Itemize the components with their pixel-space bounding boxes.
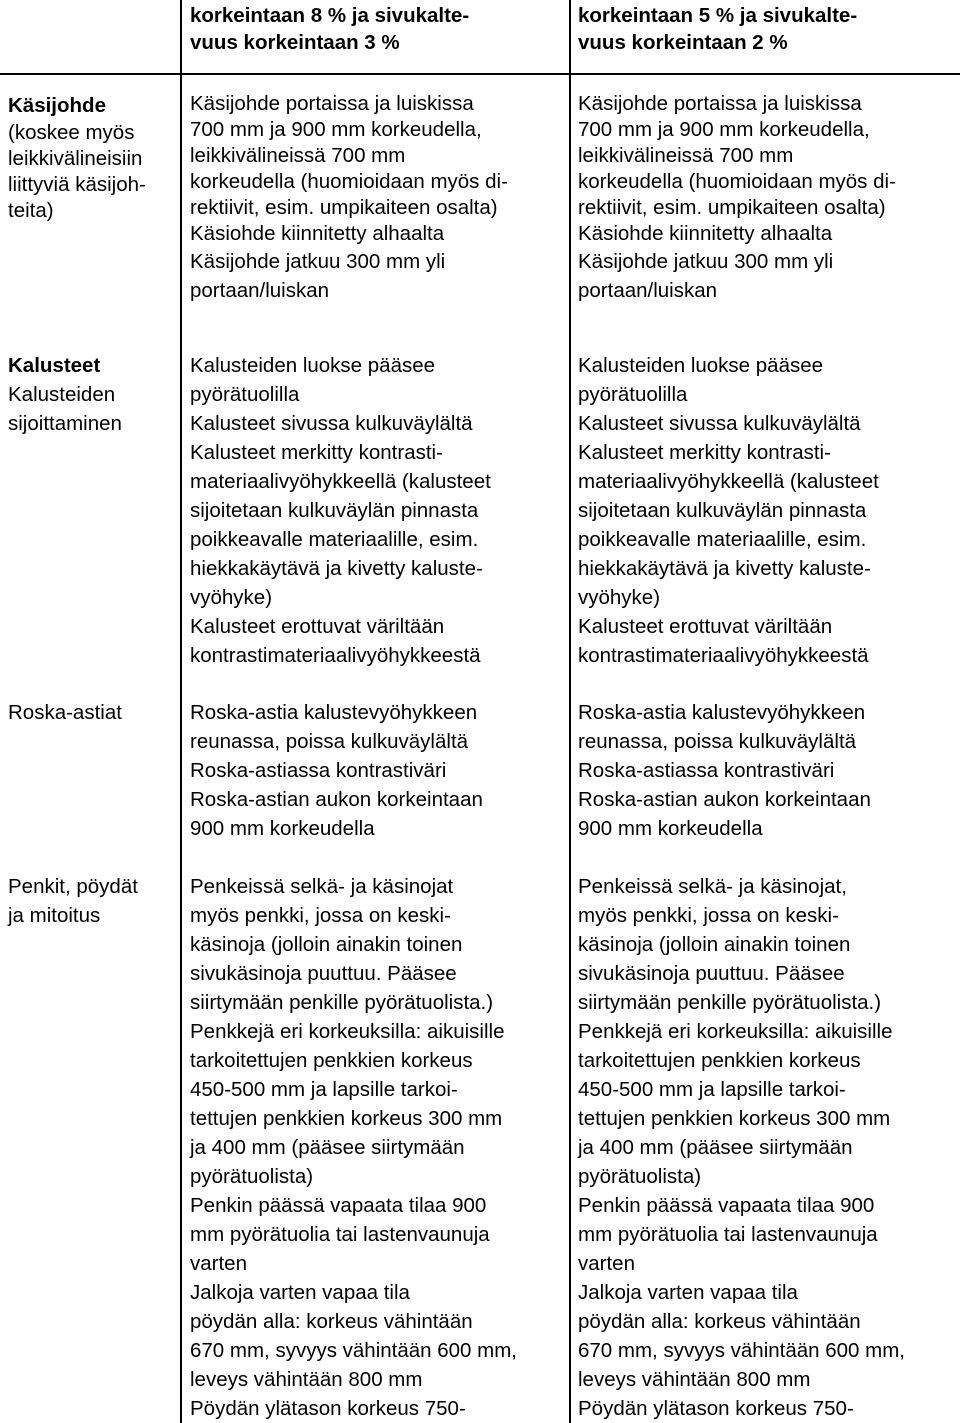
text-line: poikkeavalle materiaalille, esim. [578,528,867,551]
text-line: materiaalivyöhykkeellä (kalusteet [578,470,879,493]
row-bins-col2 [190,698,565,843]
header-line: vuus korkeintaan 3 % [190,30,400,54]
text-line: tettujen penkkien korkeus 300 mm [578,1107,891,1130]
text-line: portaan/luiskan [190,279,330,302]
text-line: sivukäsinoja puuttuu. Pääsee [190,962,457,985]
row-title: Käsijohde [8,94,106,117]
text-line: leveys vähintään 800 mm [190,1368,423,1391]
text-line: 450-500 mm ja lapsille tarkoi- [190,1078,458,1101]
text-line: Kalusteet merkitty kontrasti- [578,441,831,464]
label-line: leikkivälineisiin [8,147,143,170]
text-line: 450-500 mm ja lapsille tarkoi- [578,1078,846,1101]
text-line: 670 mm, syvyys vähintään 600 mm, [190,1339,517,1362]
text-line: Käsijohde portaissa ja luiskissa [190,92,474,115]
text-line: Kalusteet sivussa kulkuväylältä [190,412,473,435]
header-line: korkeintaan 8 % ja sivukalte- [190,4,470,27]
text-line: Penkkejä eri korkeuksilla: aikuisille [578,1020,893,1043]
text-line: myös penkki, jossa on keski- [190,904,451,927]
text-line: siirtymään penkille pyörätuolista.) [190,991,494,1014]
text-line: reunassa, poissa kulkuväylältä [578,730,857,753]
text-line: Roska-astiassa kontrastiväri [190,759,447,782]
text-line: Käsijohde jatkuu 300 mm yli [190,250,446,273]
text-line: mm pyörätuolia tai lastenvaunuja [190,1223,490,1246]
text-line: tarkoitettujen penkkien korkeus [190,1049,473,1072]
text-line: varten [190,1252,247,1275]
text-line: reunassa, poissa kulkuväylältä [190,730,469,753]
text-line: Penkkejä eri korkeuksilla: aikuisille [190,1020,505,1043]
text-line: Kalusteet erottuvat väriltään [190,615,445,638]
text-line: korkeudella (huomioidaan myös di- [578,170,896,193]
text-line: pyörätuolilla [190,383,300,406]
text-line: 700 mm ja 900 mm korkeudella, [578,118,870,141]
text-line: Kalusteet sivussa kulkuväylältä [578,412,861,435]
text-line: kontrastimateriaalivyöhykkeestä [190,644,481,667]
text-line: Kalusteiden luokse pääsee [190,354,436,377]
text-line: materiaalivyöhykkeellä (kalusteet [190,470,491,493]
text-line: myös penkki, jossa on keski- [578,904,839,927]
text-line: Penkin päässä vapaata tilaa 900 [578,1194,875,1217]
text-line: 700 mm ja 900 mm korkeudella, [190,118,482,141]
row-title: Kalusteet [8,354,101,377]
text-line: kontrastimateriaalivyöhykkeestä [578,644,869,667]
label-line: Roska-astiat [8,701,122,724]
text-line: siirtymään penkille pyörätuolista.) [578,991,882,1014]
text-line: hiekkakäytävä ja kivetty kaluste- [190,557,483,580]
label-line: ja mitoitus [8,904,101,927]
text-line: Käsiohde kiinnitetty alhaalta [190,222,445,245]
text-line: Jalkoja varten vapaa tila [190,1281,410,1304]
text-line: tettujen penkkien korkeus 300 mm [190,1107,503,1130]
text-line: Roska-astiassa kontrastiväri [578,759,835,782]
text-line: Jalkoja varten vapaa tila [578,1281,798,1304]
text-line: 670 mm, syvyys vähintään 600 mm, [578,1339,905,1362]
text-line: sijoitetaan kulkuväylän pinnasta [190,499,479,522]
text-line: korkeudella (huomioidaan myös di- [190,170,508,193]
text-line: sijoitetaan kulkuväylän pinnasta [578,499,867,522]
row-furniture-label [8,351,178,438]
text-line: Käsiohde kiinnitetty alhaalta [578,222,833,245]
row-furniture-col2 [190,351,565,670]
text-line: käsinoja (jolloin ainakin toinen [190,933,463,956]
text-line: ja 400 mm (pääsee siirtymään [578,1136,853,1159]
row-handrail-col3 [578,91,958,305]
text-line: ja 400 mm (pääsee siirtymään [190,1136,465,1159]
text-line: käsinoja (jolloin ainakin toinen [578,933,851,956]
text-line: rektiivit, esim. umpikaiteen osalta) [190,196,498,219]
text-line: Roska-astia kalustevyöhykkeen [190,701,478,724]
text-line: portaan/luiskan [578,279,718,302]
label-line: Penkit, pöydät [8,875,138,898]
header-line: vuus korkeintaan 2 % [578,30,788,54]
text-line: varten [578,1252,635,1275]
column-divider-1 [180,0,182,1423]
text-line: poikkeavalle materiaalille, esim. [190,528,479,551]
text-line: Penkeissä selkä- ja käsinojat [190,875,454,898]
text-line: hiekkakäytävä ja kivetty kaluste- [578,557,871,580]
text-line: Käsijohde jatkuu 300 mm yli [578,250,834,273]
label-line: teita) [8,199,54,222]
text-line: pyörätuolilla [578,383,688,406]
text-line: 900 mm korkeudella [578,817,763,840]
text-line: leveys vähintään 800 mm [578,1368,811,1391]
text-line: pöydän alla: korkeus vähintään [578,1310,861,1333]
text-line: Roska-astia kalustevyöhykkeen [578,701,866,724]
text-line: leikkivälineissä 700 mm [190,144,406,167]
text-line: Pöydän ylätason korkeus 750- [578,1397,854,1420]
text-line: 900 mm korkeudella [190,817,375,840]
text-line: tarkoitettujen penkkien korkeus [578,1049,861,1072]
label-line: sijoittaminen [8,412,122,435]
row-benches-col2 [190,872,568,1423]
text-line: Pöydän ylätason korkeus 750- [190,1397,466,1420]
row-benches-col3 [578,872,958,1423]
text-line: Kalusteiden luokse pääsee [578,354,824,377]
text-line: sivukäsinoja puuttuu. Pääsee [578,962,845,985]
label-line: liittyviä käsijoh- [8,173,146,196]
text-line: Kalusteet erottuvat väriltään [578,615,833,638]
text-line: leikkivälineissä 700 mm [578,144,794,167]
text-line: mm pyörätuolia tai lastenvaunuja [578,1223,878,1246]
row-bins-col3 [578,698,958,843]
row-benches-label [8,872,178,930]
row-bins-label [8,698,178,727]
text-line: Penkin päässä vapaata tilaa 900 [190,1194,487,1217]
text-line: Kalusteet merkitty kontrasti- [190,441,443,464]
label-line: (koskee myös [8,121,135,144]
column-divider-2 [569,0,571,1423]
text-line: vyöhyke) [190,586,273,609]
text-line: pöydän alla: korkeus vähintään [190,1310,473,1333]
header-divider [0,73,960,75]
header-col3 [578,3,948,56]
text-line: Roska-astian aukon korkeintaan [190,788,483,811]
text-line: vyöhyke) [578,586,661,609]
text-line: rektiivit, esim. umpikaiteen osalta) [578,196,886,219]
text-line: Penkeissä selkä- ja käsinojat, [578,875,847,898]
text-line: Roska-astian aukon korkeintaan [578,788,871,811]
text-line: pyörätuolista) [578,1165,702,1188]
label-line: Kalusteiden [8,383,116,406]
text-line: pyörätuolista) [190,1165,314,1188]
row-handrail-col2 [190,91,565,305]
header-line: korkeintaan 5 % ja sivukalte- [578,4,858,27]
text-line: Käsijohde portaissa ja luiskissa [578,92,862,115]
row-furniture-col3 [578,351,958,670]
row-handrail-label [8,91,178,224]
header-col2 [190,3,560,56]
